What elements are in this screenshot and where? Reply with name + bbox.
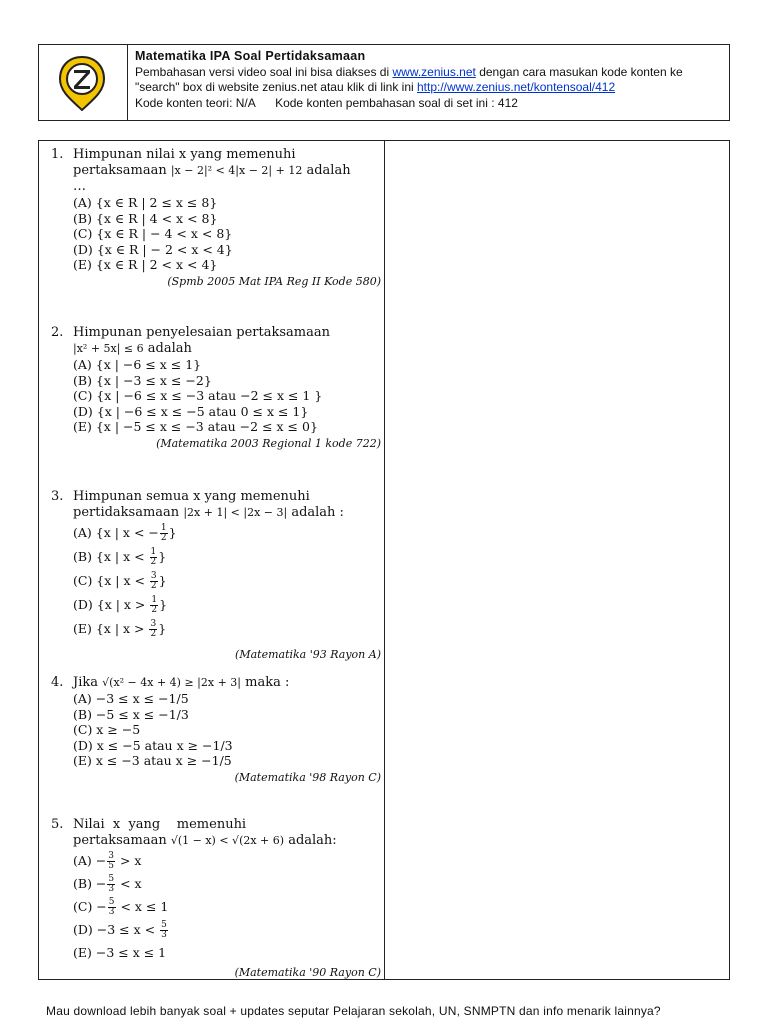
- option-a: (A) {x | x < − $\frac{1}{2}$ }: [73, 523, 177, 543]
- numerator: 3: [150, 571, 157, 581]
- question-stem: Nilai x yang memenuhi: [73, 817, 247, 832]
- header-text: [135, 49, 725, 111]
- option-text: (D) −3 ≤ x <: [73, 922, 160, 937]
- option-text: (E) {x | x >: [73, 621, 149, 636]
- question-stem-line: …: [73, 179, 86, 194]
- header-line-3: Kode konten teori: N/A Kode konten pembahasan soal di set ini : 412: [135, 95, 518, 110]
- option-c: (C) {x | −6 ≤ x ≤ −3 atau −2 ≤ x ≤ 1 }: [73, 388, 323, 403]
- question-5: [51, 817, 381, 981]
- fraction: [107, 875, 115, 894]
- option-c: (C) {x | x < $\frac{3}{2}$ }: [73, 571, 167, 591]
- denominator: 2: [150, 581, 157, 591]
- option-text: (A) {x | x < −: [73, 525, 159, 540]
- question-source: (Matematika '93 Rayon A): [235, 648, 381, 661]
- denominator: 3: [108, 907, 115, 917]
- option-b: (B) −5 ≤ x ≤ −1/3: [73, 706, 189, 722]
- option-text: (D) {x | x >: [73, 597, 150, 612]
- stem-math: |2x + 1| < |2x − 3|: [183, 506, 288, 519]
- option-a: (A) {x ∈ R | 2 ≤ x ≤ 8}: [73, 195, 218, 210]
- option-text: (B) −: [73, 876, 107, 891]
- option-text: > x: [115, 853, 142, 868]
- option-c: (C) {x ∈ R | − 4 < x < 8}: [73, 226, 233, 241]
- stem-text: maka :: [241, 675, 290, 690]
- stem-text: pertidaksamaan: [73, 505, 184, 520]
- stem-math: √(x² − 4x + 4) ≥ |2x + 3|: [102, 676, 241, 689]
- option-a: (A) {x | −6 ≤ x ≤ 1}: [73, 357, 202, 372]
- option-text: (C) −: [73, 899, 107, 914]
- question-number: 4.: [51, 675, 64, 690]
- question-number: 1.: [51, 147, 64, 162]
- header-line-1: [135, 65, 725, 81]
- denominator: 5: [108, 861, 114, 871]
- header-box: [38, 44, 730, 121]
- question-stem-line: [73, 505, 381, 521]
- fraction: [107, 852, 115, 871]
- denominator: 2: [160, 533, 167, 543]
- option-e: (E) −3 ≤ x ≤ 1: [73, 945, 167, 960]
- denominator: 2: [150, 557, 157, 567]
- numerator: 5: [161, 920, 167, 930]
- question-number: 2.: [51, 325, 64, 340]
- fraction: [160, 921, 168, 940]
- option-a: [73, 849, 381, 872]
- denominator: 3: [108, 884, 115, 894]
- option-text: < x ≤ 1: [116, 899, 169, 914]
- question-4: [51, 675, 381, 786]
- option-e: (E) x ≤ −3 atau x ≥ −1/5: [73, 753, 232, 768]
- option-text: < x: [116, 876, 142, 891]
- question-table: [38, 140, 730, 980]
- option-a: (A) −3 ≤ x ≤ −1/5: [73, 691, 189, 706]
- option-e: (E) {x | −5 ≤ x ≤ −3 atau −2 ≤ x ≤ 0}: [73, 419, 318, 434]
- option-d: (D) x ≤ −5 atau x ≥ −1/3: [73, 737, 233, 753]
- question-source: (Matematika '90 Rayon C): [234, 966, 381, 979]
- stem-text: adalah: [143, 341, 192, 356]
- fraction: [160, 524, 168, 543]
- numerator: 1: [160, 523, 167, 533]
- fraction: [149, 620, 157, 639]
- stem-math: √(1 − x) < √(2x + 6): [170, 834, 285, 847]
- question-stem-line: [73, 833, 381, 849]
- numerator: 1: [150, 547, 157, 557]
- question-source: (Spmb 2005 Mat IPA Reg II Kode 580): [167, 274, 381, 288]
- stem-text: adalah :: [287, 505, 344, 520]
- option-e: (E) {x | x > $\frac{3}{2}$ }: [73, 619, 167, 639]
- header-line-1-post: dengan cara masukan kode konten ke: [475, 64, 683, 79]
- option-text: (C) {x | x <: [73, 573, 149, 588]
- numerator: 3: [108, 851, 114, 861]
- question-stem-line: [73, 341, 381, 357]
- question-3: [51, 489, 381, 663]
- numerator: 5: [108, 897, 115, 907]
- denominator: 2: [151, 605, 158, 615]
- question-1: [51, 147, 381, 290]
- stem-text: pertaksamaan: [73, 833, 171, 848]
- option-c: [73, 895, 381, 918]
- zenius-logo-icon: [58, 55, 106, 111]
- question-stem: Himpunan semua x yang memenuhi: [73, 489, 310, 504]
- denominator: 2: [150, 629, 157, 639]
- option-b: [73, 872, 381, 895]
- stem-text: Jika: [73, 675, 103, 690]
- option-d: (D) {x | −6 ≤ x ≤ −5 atau 0 ≤ x ≤ 1}: [73, 403, 309, 419]
- option-b: (B) {x | x < $\frac{1}{2}$ }: [73, 547, 167, 567]
- logo-cell: [39, 45, 128, 120]
- stem-text: adalah:: [284, 833, 337, 848]
- stem-text: pertaksamaan: [73, 163, 171, 178]
- fraction: [150, 596, 158, 615]
- header-line-1-pre: Pembahasan versi video soal ini bisa diakses di: [135, 64, 393, 79]
- column-divider: [384, 141, 385, 979]
- numerator: 3: [150, 619, 157, 629]
- option-e: (E) {x ∈ R | 2 < x < 4}: [73, 257, 218, 272]
- zenius-link[interactable]: www.zenius.net: [392, 64, 476, 79]
- numerator: 1: [151, 595, 158, 605]
- question-2: [51, 325, 381, 452]
- option-text: (B) {x | x <: [73, 549, 149, 564]
- option-b: (B) {x ∈ R | 4 < x < 8}: [73, 210, 218, 226]
- stem-math: |x² + 5x| ≤ 6: [73, 342, 144, 355]
- question-source: (Matematika 2003 Regional 1 kode 722): [156, 436, 381, 450]
- fraction: [108, 898, 116, 917]
- header-line-2-pre: "search" box di website zenius.net atau klik di link ini: [135, 80, 417, 94]
- numerator: 5: [108, 874, 115, 884]
- stem-math: |x − 2|² < 4|x − 2| + 12: [170, 164, 303, 177]
- option-b: (B) {x | −3 ≤ x ≤ −2}: [73, 372, 212, 388]
- question-stem: Himpunan penyelesaian pertaksamaan: [73, 325, 330, 340]
- option-d: (D) {x ∈ R | − 2 < x < 4}: [73, 241, 233, 257]
- question-source: (Matematika '98 Rayon C): [234, 770, 381, 784]
- option-d: [73, 918, 381, 941]
- question-stem: Himpunan nilai x yang memenuhi: [73, 147, 296, 162]
- header-line-2: [135, 80, 725, 96]
- document-title: Matematika IPA Soal Pertidaksamaan: [135, 49, 366, 63]
- question-number: 3.: [51, 489, 64, 504]
- denominator: 3: [161, 930, 167, 940]
- fraction: [150, 548, 158, 567]
- stem-text: adalah: [302, 163, 351, 178]
- question-stem-line: [73, 163, 381, 179]
- option-text: (A) −: [73, 853, 107, 868]
- option-d: (D) {x | x > $\frac{1}{2}$ }: [73, 595, 168, 615]
- footer-text: Mau download lebih banyak soal + updates seputar Pelajaran sekolah, UN, SNMPTN dan info menarik lainnya?: [46, 1004, 661, 1018]
- option-c: (C) x ≥ −5: [73, 722, 141, 737]
- question-number: 5.: [51, 817, 64, 832]
- kontensoal-link[interactable]: http://www.zenius.net/kontensoal/412: [417, 80, 616, 94]
- fraction: [150, 572, 158, 591]
